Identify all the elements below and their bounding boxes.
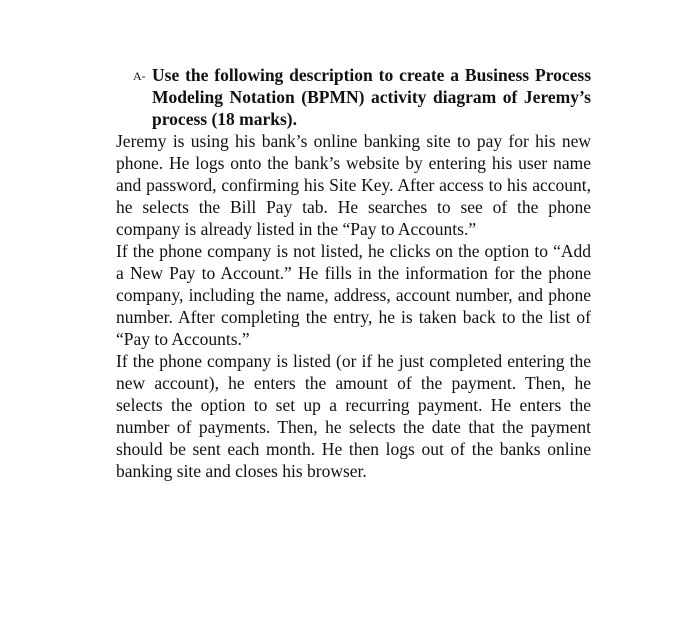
question-heading-text: Use the following description to create a Business Process Modeling Notation (BPMN) activity diagram of Jeremy’s process (18 marks). bbox=[152, 65, 591, 129]
paragraph-2: If the phone company is not listed, he clicks on the option to “Add a New Pay to Account.” He fills in the information for the phone company, including the name, address, account number, and phone number. After completing the entry, he is taken back to the list of “Pay to Accounts.” bbox=[116, 241, 591, 349]
question-block bbox=[116, 64, 591, 482]
question-heading bbox=[116, 64, 591, 130]
question-marker: A- bbox=[133, 69, 146, 83]
paragraph-3: If the phone company is listed (or if he just completed entering the new account), he enters the amount of the payment. Then, he selects the option to set up a recurring payment. He enters the number of payments. Then, he selects the date that the payment should be sent each month. He then logs out of the banks online banking site and closes his browser. bbox=[116, 351, 591, 481]
paragraph-1: Jeremy is using his bank’s online banking site to pay for his new phone. He logs onto the bank’s website by entering his user name and password, confirming his Site Key. After access to his account, he selects the Bill Pay tab. He searches to see of the phone company is already listed in the “Pay to Accounts.” bbox=[116, 131, 591, 239]
